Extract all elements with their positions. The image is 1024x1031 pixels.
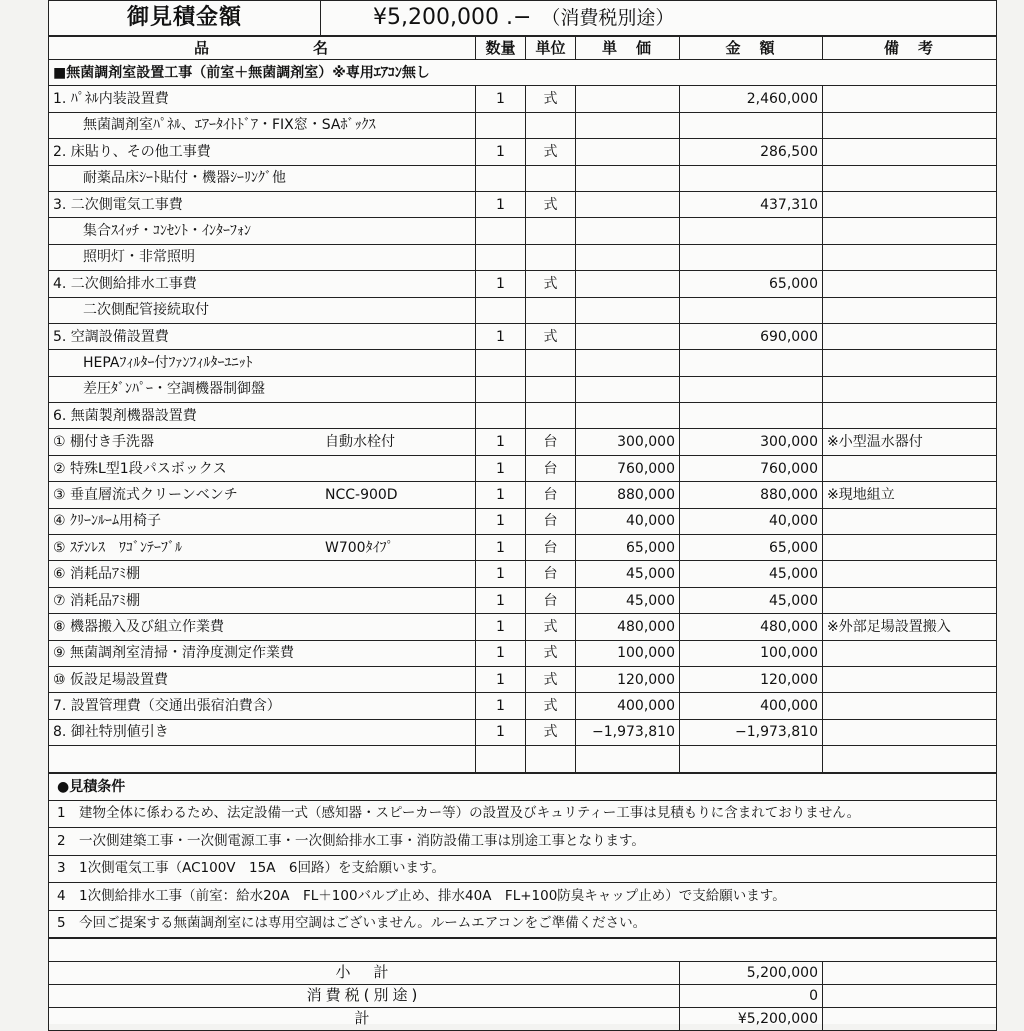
item-unit: 式 [526,191,576,217]
table-row [49,218,997,244]
item-qty: 1 [476,482,526,508]
table-row [49,482,997,508]
item-amount: 690,000 [680,323,823,349]
item-name: 照明灯・非常照明 [83,249,195,266]
item-name: ⑩ 仮設足場設置費 [53,671,169,688]
table-row [49,640,997,666]
item-unit-price [576,218,680,244]
item-unit-price: 65,000 [576,535,680,561]
item-name-cell [49,482,476,508]
item-amount [680,403,823,429]
column-header-row [49,37,997,60]
item-unit: 式 [526,666,576,692]
item-name-cell [49,165,476,191]
table-row [49,244,997,270]
item-name-cell [49,746,476,772]
table-row [49,165,997,191]
item-name: 7. 設置管理費（交通出張宿泊費含） [53,698,281,715]
column-header-qty: 数量 [476,37,526,60]
item-qty: 1 [476,561,526,587]
item-remarks [823,693,997,719]
item-unit [526,244,576,270]
item-unit-price: 480,000 [576,614,680,640]
item-unit [526,297,576,323]
item-unit-price: −1,973,810 [576,719,680,745]
item-name-cell [49,693,476,719]
item-remarks [823,271,997,297]
item-unit-price: 45,000 [576,561,680,587]
item-unit-price [576,139,680,165]
totals-row [49,1007,997,1030]
condition-row [49,828,997,855]
item-spec: W700ﾀｲﾌﾟ [325,539,394,556]
item-unit-price: 120,000 [576,666,680,692]
table-row [49,403,997,429]
item-name-cell [49,244,476,270]
item-unit [526,218,576,244]
item-unit: 式 [526,719,576,745]
condition-row [49,910,997,937]
item-remarks [823,297,997,323]
table-row [49,587,997,613]
item-qty: 1 [476,587,526,613]
item-unit-price: 300,000 [576,429,680,455]
column-header-remarks: 備 考 [823,37,997,60]
item-remarks [823,508,997,534]
item-name: 差圧ﾀﾞﾝﾊﾟｰ・空調機器制御盤 [83,381,265,398]
item-unit: 式 [526,640,576,666]
item-amount: 480,000 [680,614,823,640]
item-remarks [823,244,997,270]
item-unit-price [576,297,680,323]
item-name: 4. 二次側給排水工事費 [53,275,197,292]
table-row [49,719,997,745]
table-row [49,455,997,481]
item-qty: 1 [476,614,526,640]
condition-row [49,855,997,882]
item-amount: 65,000 [680,535,823,561]
item-amount [680,350,823,376]
item-qty: 1 [476,323,526,349]
totals-value: ¥5,200,000 [680,1007,823,1030]
table-row [49,191,997,217]
item-unit [526,376,576,402]
tax-note: （消費税別途） [541,7,675,29]
item-unit: 式 [526,693,576,719]
item-remarks: ※外部足場設置搬入 [823,614,997,640]
item-name: 無菌調剤室ﾊﾟﾈﾙ、ｴｱｰﾀｲﾄﾄﾞｱ・FIX窓・SAﾎﾞｯｸｽ [83,117,376,134]
table-row [49,693,997,719]
item-name-cell [49,535,476,561]
item-qty [476,746,526,772]
item-amount [680,297,823,323]
estimate-header [48,0,997,36]
condition-text: 1次側電気工事（AC100V 15A 6回路）を支給願います。 [79,860,445,877]
item-name: ④ ｸﾘｰﾝﾙｰﾑ用椅子 [53,513,162,530]
item-remarks [823,535,997,561]
column-header-unit: 単位 [526,37,576,60]
item-unit-price [576,323,680,349]
item-remarks [823,666,997,692]
totals-label: 小 計 [49,961,680,984]
table-row [49,666,997,692]
item-unit [526,350,576,376]
item-amount: 286,500 [680,139,823,165]
item-amount [680,746,823,772]
item-unit-price: 760,000 [576,455,680,481]
item-remarks [823,561,997,587]
item-amount: 880,000 [680,482,823,508]
item-unit-price: 40,000 [576,508,680,534]
item-unit-price [576,376,680,402]
item-remarks [823,112,997,138]
item-amount: 400,000 [680,693,823,719]
item-spec: 自動水栓付 [325,434,395,451]
condition-cell [49,828,997,855]
totals-value: 0 [680,984,823,1007]
item-amount: 65,000 [680,271,823,297]
condition-row [49,883,997,910]
condition-number: 4 [57,887,66,904]
item-name-cell [49,666,476,692]
item-name: 2. 床貼り、その他工事費 [53,143,211,160]
condition-number: 3 [57,860,66,877]
column-header-item: 品 名 [49,37,476,60]
totals-label: 計 [49,1007,680,1030]
item-unit: 台 [526,561,576,587]
item-amount: 100,000 [680,640,823,666]
condition-text: 1次側給排水工事（前室：給水20A FL＋100バルブ止め、排水40A FL+100防臭キャップ止め）で支給願います。 [79,887,786,904]
item-remarks [823,86,997,112]
item-qty: 1 [476,139,526,165]
item-qty: 1 [476,191,526,217]
item-name: 8. 御社特別値引き [53,724,169,741]
item-unit: 式 [526,271,576,297]
table-row [49,297,997,323]
item-remarks [823,746,997,772]
item-name-cell [49,297,476,323]
item-amount: 40,000 [680,508,823,534]
conditions-title: ●見積条件 [49,773,997,800]
item-name: ⑤ ｽﾃﾝﾚｽ ﾜｺﾞﾝﾃｰﾌﾞﾙ [53,539,183,556]
item-name: ① 棚付き手洗器 [53,434,155,451]
item-spec: NCC-900D [325,486,398,503]
table-row [49,271,997,297]
estimate-amount: ¥5,200,000 .− [373,5,532,30]
condition-number: 1 [57,805,66,822]
table-row [49,561,997,587]
item-name: ⑦ 消耗品ｱﾐ棚 [53,592,141,609]
table-row [49,376,997,402]
item-name-cell [49,191,476,217]
item-name-cell [49,323,476,349]
item-unit-price [576,244,680,270]
table-row [49,746,997,772]
condition-text: 建物全体に係わるため、法定設備一式（感知器・スピーカー等）の設置及びキュリティー工事は見積もりに含まれておりません。 [79,805,861,822]
item-amount: 45,000 [680,561,823,587]
estimate-total-row [49,1,997,36]
totals-row [49,961,997,984]
column-header-amount: 金 額 [680,37,823,60]
item-unit: 台 [526,535,576,561]
item-name: 集合ｽｲｯﾁ・ｺﾝｾﾝﾄ・ｲﾝﾀｰﾌｫﾝ [83,223,251,240]
item-unit: 式 [526,323,576,349]
item-amount: 120,000 [680,666,823,692]
item-amount [680,165,823,191]
item-name-cell [49,350,476,376]
estimate-label: 御見積金額 [49,1,321,36]
item-unit-price: 100,000 [576,640,680,666]
condition-cell [49,800,997,827]
condition-text: 今回ご提案する無菌調剤室には専用空調はございません。ルームエアコンをご準備ください。 [79,914,647,931]
condition-number: 2 [57,832,66,849]
item-unit [526,112,576,138]
item-name-cell [49,112,476,138]
item-unit: 台 [526,429,576,455]
item-remarks: ※小型温水器付 [823,429,997,455]
item-qty: 1 [476,535,526,561]
item-name: ③ 垂直層流式クリーンベンチ [53,486,238,503]
item-amount [680,112,823,138]
item-name-cell [49,719,476,745]
item-unit-price [576,86,680,112]
item-amount: 45,000 [680,587,823,613]
table-row [49,429,997,455]
item-remarks [823,165,997,191]
item-remarks [823,191,997,217]
item-unit-price: 45,000 [576,587,680,613]
item-amount [680,376,823,402]
table-row [49,614,997,640]
item-name-cell [49,561,476,587]
item-name: 1. ﾊﾟﾈﾙ内装設置費 [53,91,169,108]
item-remarks [823,139,997,165]
item-name-cell [49,86,476,112]
condition-cell [49,910,997,937]
table-row [49,112,997,138]
item-qty [476,165,526,191]
item-unit-price [576,271,680,297]
item-qty [476,403,526,429]
item-unit [526,746,576,772]
item-name-cell [49,508,476,534]
item-qty [476,376,526,402]
table-row [49,323,997,349]
item-unit-price [576,112,680,138]
conditions-title-row [49,773,997,800]
item-amount: 437,310 [680,191,823,217]
item-name-cell [49,376,476,402]
item-qty: 1 [476,719,526,745]
section-title-row [49,60,997,86]
item-unit-price: 400,000 [576,693,680,719]
item-name-cell [49,218,476,244]
condition-row [49,800,997,827]
table-row [49,350,997,376]
item-name-cell [49,455,476,481]
totals-table [48,938,997,1031]
item-qty: 1 [476,86,526,112]
item-unit: 台 [526,508,576,534]
item-qty [476,218,526,244]
item-remarks: ※現地組立 [823,482,997,508]
item-remarks [823,640,997,666]
item-name-cell [49,429,476,455]
item-qty: 1 [476,666,526,692]
item-remarks [823,587,997,613]
item-name: ⑨ 無菌調剤室清掃・清浄度測定作業費 [53,645,294,662]
item-name-cell [49,640,476,666]
item-unit-price [576,165,680,191]
item-name: ⑥ 消耗品ｱﾐ棚 [53,566,141,583]
item-unit: 式 [526,614,576,640]
item-name: 3. 二次側電気工事費 [53,196,183,213]
item-amount [680,244,823,270]
item-amount [680,218,823,244]
item-name: HEPAﾌｨﾙﾀｰ付ﾌｧﾝﾌｨﾙﾀｰﾕﾆｯﾄ [83,354,253,371]
item-amount: −1,973,810 [680,719,823,745]
item-qty: 1 [476,271,526,297]
section-title: ■無菌調剤室設置工事（前室＋無菌調剤室）※専用ｴｱｺﾝ無し [49,60,997,86]
item-name-cell [49,403,476,429]
totals-blank [823,1007,997,1030]
spacer-cell [49,938,997,961]
item-amount: 760,000 [680,455,823,481]
item-qty [476,244,526,270]
item-amount: 2,460,000 [680,86,823,112]
condition-cell [49,855,997,882]
item-name-cell [49,271,476,297]
item-name: ⑧ 機器搬入及び組立作業費 [53,618,225,635]
condition-number: 5 [57,914,66,931]
condition-text: 一次側建築工事・一次側電源工事・一次側給排水工事・消防設備工事は別途工事となります。 [79,832,645,849]
item-name: 6. 無菌製剤機器設置費 [53,407,197,424]
item-unit: 台 [526,482,576,508]
item-unit-price: 880,000 [576,482,680,508]
item-unit-price [576,403,680,429]
item-unit-price [576,191,680,217]
item-remarks [823,403,997,429]
item-unit: 台 [526,587,576,613]
table-row [49,535,997,561]
item-unit: 式 [526,139,576,165]
item-qty: 1 [476,693,526,719]
item-qty [476,297,526,323]
item-name-cell [49,587,476,613]
table-row [49,86,997,112]
item-remarks [823,455,997,481]
item-unit [526,403,576,429]
item-remarks [823,350,997,376]
item-remarks [823,323,997,349]
totals-row [49,984,997,1007]
item-name: 二次側配管接続取付 [83,302,209,319]
item-qty: 1 [476,508,526,534]
totals-label: 消費税(別途) [49,984,680,1007]
estimate-amount-cell [321,1,997,36]
totals-value: 5,200,000 [680,961,823,984]
item-name: 5. 空調設備設置費 [53,328,169,345]
item-unit-price [576,350,680,376]
totals-blank [823,984,997,1007]
table-row [49,139,997,165]
column-header-price: 単 価 [576,37,680,60]
item-qty: 1 [476,640,526,666]
item-unit: 台 [526,455,576,481]
item-unit-price [576,746,680,772]
item-name: ② 特殊L型1段パスボックス [53,460,227,477]
item-name: 耐薬品床ｼｰﾄ貼付・機器ｼｰﾘﾝｸﾞ他 [83,170,286,187]
item-qty [476,350,526,376]
item-remarks [823,376,997,402]
item-unit [526,165,576,191]
item-qty: 1 [476,455,526,481]
conditions-table [48,773,997,938]
item-name-cell [49,614,476,640]
item-name-cell [49,139,476,165]
item-qty: 1 [476,429,526,455]
totals-blank [823,961,997,984]
item-remarks [823,719,997,745]
item-unit: 式 [526,86,576,112]
condition-cell [49,883,997,910]
line-items-table [48,36,997,773]
estimate-sheet [48,0,996,1028]
item-qty [476,112,526,138]
totals-spacer [49,938,997,961]
item-remarks [823,218,997,244]
table-row [49,508,997,534]
item-amount: 300,000 [680,429,823,455]
